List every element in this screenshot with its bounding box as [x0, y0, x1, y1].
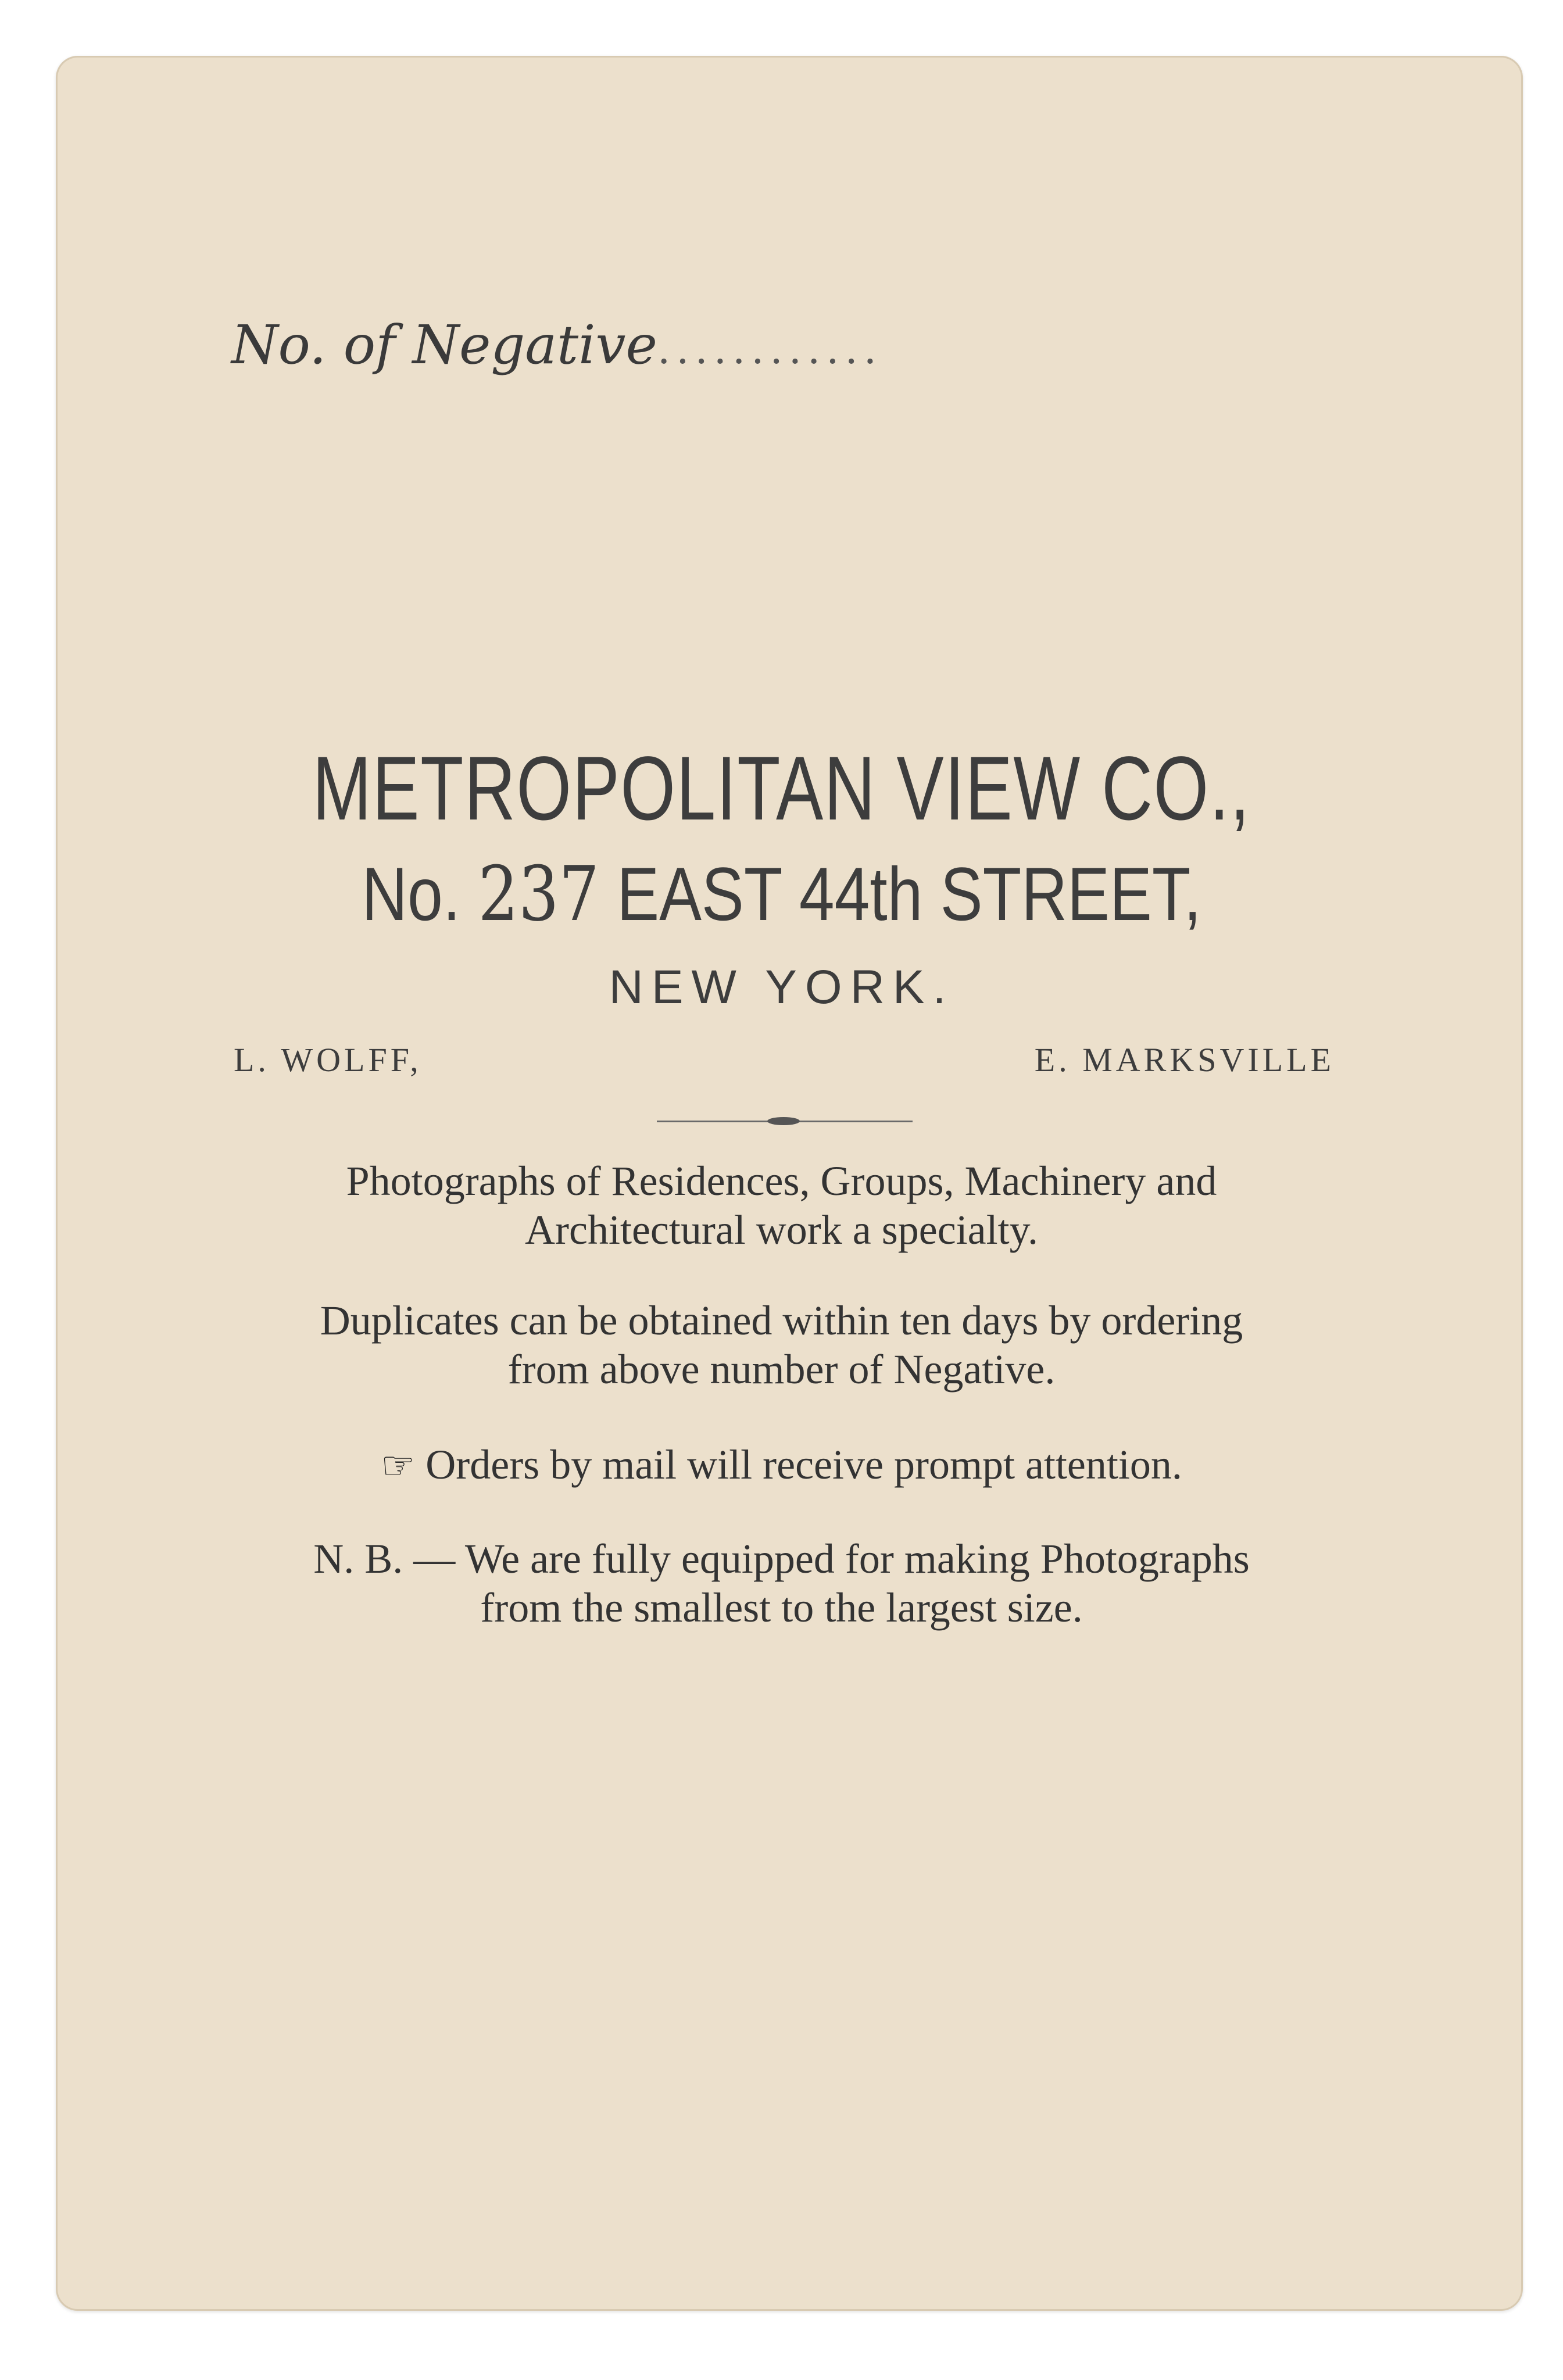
duplicates-paragraph	[221, 1296, 1342, 1394]
duplicates-line-1: Duplicates can be obtained within ten days by ordering	[320, 1297, 1243, 1344]
partner-right: E. MARKSVILLE	[1034, 1041, 1335, 1079]
nb-line-2: from the smallest to the largest size.	[480, 1584, 1083, 1631]
nb-line-1: N. B. — We are fully equipped for making Photographs	[313, 1536, 1250, 1582]
mail-orders-text: Orders by mail will receive prompt attention.	[425, 1441, 1182, 1488]
company-name: METROPOLITAN VIEW CO.,	[312, 738, 1251, 839]
negative-dots: ............	[657, 325, 882, 373]
specialty-line-1: Photographs of Residences, Groups, Machinery and	[346, 1158, 1217, 1204]
nb-paragraph	[221, 1534, 1342, 1632]
street-rest: EAST 44th STREET,	[617, 851, 1201, 936]
street-address	[125, 850, 1438, 938]
duplicates-line-2: from above number of Negative.	[507, 1346, 1056, 1393]
specialty-line-2: Architectural work a specialty.	[525, 1207, 1038, 1253]
divider-ornament	[767, 1117, 800, 1125]
mail-orders-paragraph	[221, 1440, 1342, 1491]
street-number: 237	[478, 850, 599, 938]
specialty-paragraph	[221, 1157, 1342, 1254]
partner-left: L. WOLFF,	[234, 1041, 422, 1079]
street-prefix: No.	[362, 851, 461, 936]
negative-label: No. of Negative	[231, 314, 657, 376]
negative-number-field	[231, 314, 882, 376]
city: NEW YORK.	[609, 961, 954, 1014]
pointing-hand-icon: ☞	[381, 1445, 416, 1487]
